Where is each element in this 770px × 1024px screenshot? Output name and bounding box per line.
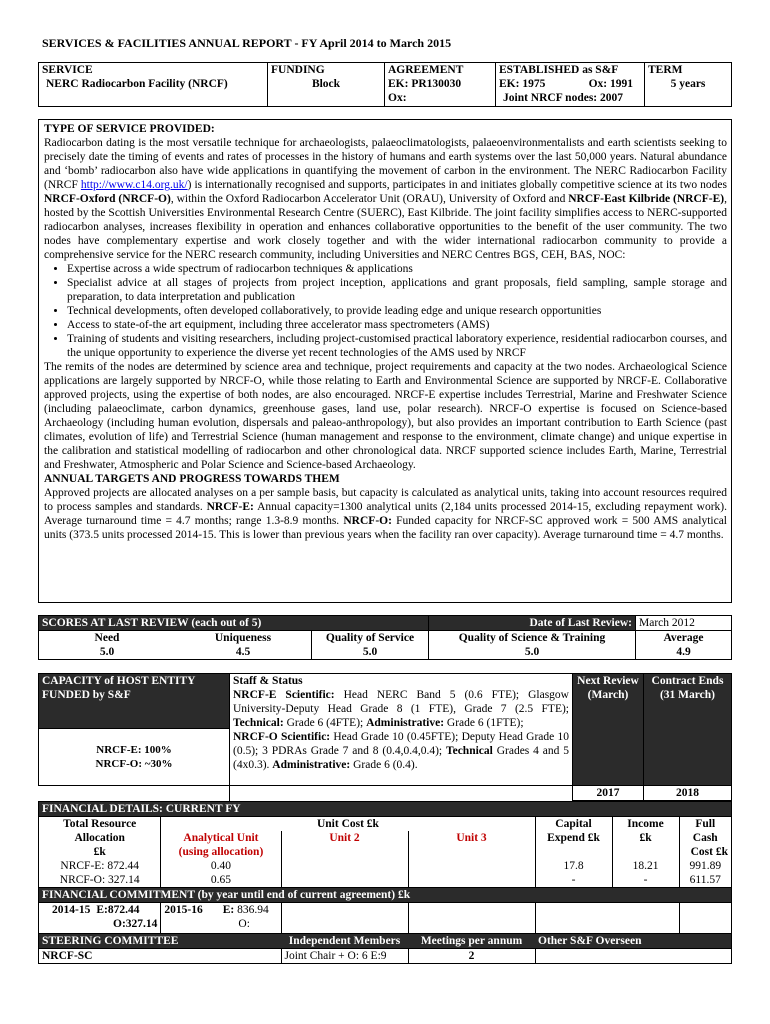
funding-value: Block	[311, 78, 341, 90]
need-value: 5.0	[99, 646, 115, 658]
analytical-unit-label: Analytical Unit (using allocation)	[161, 831, 281, 859]
nrcfo-percentage: NRCF-O: ~30%	[95, 758, 173, 770]
financial-heading: FINANCIAL DETAILS: CURRENT FY	[39, 802, 732, 817]
type-of-service-section	[38, 119, 732, 603]
list-item: • Technical developments, often developed collaboratively, to provide leading edge and unique research opportunities	[67, 304, 727, 318]
nrcf-website-link[interactable]: http://www.c14.org.uk/	[80, 179, 188, 191]
quality-of-science-value: 5.0	[524, 646, 540, 658]
commitment-2014-15: 2014-15 E:872.44 O:327.14	[39, 903, 161, 934]
income-e: 18.21	[632, 860, 659, 872]
average-label: Average	[663, 632, 704, 644]
steering-committee-heading: STEERING COMMITTEE	[39, 934, 282, 949]
funding-cell	[268, 63, 385, 107]
capacity-heading: CAPACITY of HOST ENTITY FUNDED by S&F	[39, 674, 230, 729]
list-item: • Specialist advice at all stages of projects from project inception, applications and grant proposals, field sampling, sample storage and preparation, to data interpretation and publication	[67, 276, 727, 304]
commitment-heading: FINANCIAL COMMITMENT (by year until end of current agreement) £k	[39, 888, 732, 903]
established-joint: Joint NRCF nodes: 2007	[503, 92, 624, 104]
contract-ends-value: 2018	[644, 786, 732, 801]
steering-committee-name: NRCF-SC	[39, 949, 282, 964]
nrcfo-staff: NRCF-O Scientific: Head Grade 10 (0.45FTE); Deputy Head Grade 10 (0.5); 3 PDRAs Grade 7 and 8 (0.4,0.4,0.4); Technical Grades 4 and 5 (4x0.3). Administrative: Grade 6 (0.4).	[233, 731, 569, 771]
unit-cost-label: Unit Cost £k	[161, 817, 535, 832]
service-cell	[39, 63, 268, 107]
quality-of-service-label: Quality of Service	[325, 632, 415, 644]
funding-label: FUNDING	[271, 64, 325, 76]
independent-members-value: Joint Chair + O: 6 E:9	[281, 949, 408, 964]
list-item: • Expertise across a wide spectrum of radiocarbon techniques & applications	[67, 262, 727, 276]
term-cell	[645, 63, 732, 107]
unit-3-label: Unit 3	[408, 831, 535, 859]
unit-2-label: Unit 2	[281, 831, 408, 859]
term-value: 5 years	[670, 78, 706, 90]
income-o: -	[643, 874, 648, 886]
nrcfe-percentage: NRCF-E: 100%	[96, 744, 172, 756]
agreement-ox: Ox:	[388, 92, 407, 104]
staff-status-cell	[230, 674, 573, 786]
scores-table	[38, 615, 732, 660]
income-label: Income £k	[612, 817, 679, 860]
total-allocation-label: Total Resource Allocation £k	[39, 817, 161, 860]
node-remits-paragraph: The remits of the nodes are determined by science area and technique, project requirements and capacity at the two nodes. Archaeological Science applications are largely supported by NRCF-O, while those relating to Earth and Environmental Science are supported by NRCF-E. Collaborative approved projects, using the expertise of both nodes, are also encouraged. NRCF-E expertise includes Terrestrial, Marine and Freshwater Science (including palaeoclimate, carbon dynamics, greenhouse gases, land use, polar research). NRCF-O expertise is focused on Science-based Archaeology (including human evolution, dispersals and paleao-anthropology), but also provides an important contribution to Earth Science (past climates, evolution of life) and Terrestrial Science (human management and response to the environment, climate change) and unique expertise in the calibration and statistical modelling of radiocarbon and other chronological data. NRCF supported science includes Earth, Marine, Terrestrial and Freshwater, Atmospheric and Polar Science and Science-based Archaeology.	[44, 361, 727, 471]
nrcfe-staff: NRCF-E Scientific: Head NERC Band 5 (0.6 FTE); Glasgow University-Deputy Head Grade 8 (1 FTE), Grade 7 (2.5 FTE); Technical: Grade 6 (4FTE); Administrative: Grade 6 (1FTE);	[233, 689, 569, 729]
uniqueness-value: 4.5	[235, 646, 251, 658]
list-item: • Training of students and visiting researchers, including project-customised practical laboratory experience, residential radiocarbon courses, and the unique opportunity to experience the diverse yet recent technologies of the AMS used by NRCF	[67, 332, 727, 360]
staff-status-heading: Staff & Status	[233, 675, 303, 687]
total-allocation-o: NRCF-O: 327.14	[59, 874, 140, 886]
need-label: Need	[94, 632, 120, 644]
meetings-per-annum-label: Meetings per annum	[408, 934, 535, 949]
type-of-service-heading: TYPE OF SERVICE PROVIDED:	[44, 123, 215, 135]
financial-table	[38, 801, 732, 964]
review-date-value: March 2012	[636, 616, 732, 631]
full-cash-cost-label: Full Cash Cost £k	[679, 817, 731, 860]
contract-ends-label: Contract Ends (31 March)	[644, 674, 732, 786]
next-review-label: Next Review (March)	[573, 674, 644, 786]
capital-expend-o: -	[571, 874, 576, 886]
nrcf-oxford-name: NRCF-Oxford (NRCF-O)	[44, 193, 171, 205]
page-title: SERVICES & FACILITIES ANNUAL REPORT - FY April 2014 to March 2015	[42, 36, 452, 50]
service-description: Radiocarbon dating is the most versatile technique for archaeologists, palaeoclimatologists, palaeoenvironmentalists and earth scientists seeking to precisely date the timing of events and rates of processes in the history of humans and earth systems over the last 50,000 years. Natural abundance and ‘bomb’ radiocarbon also have wide applications in quantifying the movement of carbon in the environment. The NERC Radiocarbon Facility (NRCF http://www.c14.org.uk/) is internationally recognised and supports, participates in and initiates globally competitive science at its two nodes NRCF-Oxford (NRCF-O), within the Oxford Radiocarbon Accelerator Unit (ORAU), University of Oxford and NRCF-East Kilbride (NRCF-E), hosted by the Scottish Universities Environmental Research Centre (SUERC), East Kilbride. The joint facility simplifies access to NERC-supported radiocarbon analyses, increases flexibility in operation and enhances collaborative opportunities to the benefit of the user community. The two nodes have complementary expertise and work closely together and with the wider international radiocarbon community to provide a comprehensive service for the NERC research community, including Universities and NERC Centres BGS, CEH, BAS, NOC:	[44, 137, 728, 261]
host-percentages	[39, 729, 230, 786]
list-item: • Access to state-of-the art equipment, including three accelerator mass spectrometers (AMS)	[67, 318, 727, 332]
term-label: TERM	[648, 64, 683, 76]
established-ek: EK: 1975	[499, 78, 546, 90]
established-label: ESTABLISHED as S&F	[499, 64, 619, 76]
service-info-table	[38, 62, 732, 107]
quality-of-science-label: Quality of Science & Training	[458, 632, 606, 644]
other-overseen-label: Other S&F Overseen	[535, 934, 731, 949]
average-value: 4.9	[676, 646, 691, 658]
meetings-per-annum-value: 2	[408, 949, 535, 964]
next-review-value: 2017	[573, 786, 644, 801]
table-row	[39, 859, 161, 888]
analytical-unit-o: 0.65	[210, 874, 232, 886]
capacity-table	[38, 673, 732, 801]
analytical-unit-e: 0.40	[210, 860, 232, 872]
annual-targets-heading: ANNUAL TARGETS AND PROGRESS TOWARDS THEM	[44, 473, 340, 485]
uniqueness-label: Uniqueness	[214, 632, 272, 644]
service-value: NERC Radiocarbon Facility (NRCF)	[46, 78, 228, 90]
agreement-cell	[385, 63, 496, 107]
scores-heading: SCORES AT LAST REVIEW (each out of 5)	[39, 616, 429, 631]
total-allocation-e: NRCF-E: 872.44	[60, 860, 139, 872]
service-label: SERVICE	[42, 64, 93, 76]
service-bullet-list	[44, 262, 727, 360]
capital-expend-e: 17.8	[563, 860, 584, 872]
review-date-label: Date of Last Review:	[429, 616, 636, 631]
agreement-ek: EK: PR130030	[388, 78, 462, 90]
nrcf-east-kilbride-name: NRCF-East Kilbride (NRCF-E)	[568, 193, 725, 205]
independent-members-label: Independent Members	[281, 934, 408, 949]
established-cell	[496, 63, 645, 107]
full-cash-cost-e: 991.89	[689, 860, 722, 872]
capital-expend-label: Capital Expend £k	[535, 817, 612, 860]
commitment-2015-16: 2015-16 E: 836.94 O:	[161, 903, 281, 934]
agreement-label: AGREEMENT	[388, 64, 464, 76]
annual-targets-paragraph: Approved projects are allocated analyses on a per sample basis, but capacity is calculated as analytical units, taking into account resources required to process samples and standards. NRCF-E: Annual capacity=1300 analytical units (2,184 units processed 2014-15, excluding repayment work). Average turnaround time = 4.7 months; range 1.3-8.9 months. NRCF-O: Funded capacity for NRCF-SC approved work = 500 AMS analytical units (373.5 units processed 2014-15. This is lower than previous years when the facility ran over capacity). Average turnaround time = 4.7 months.	[44, 487, 727, 541]
quality-of-service-value: 5.0	[362, 646, 378, 658]
full-cash-cost-o: 611.57	[689, 874, 721, 886]
established-ox: Ox: 1991	[588, 78, 633, 90]
